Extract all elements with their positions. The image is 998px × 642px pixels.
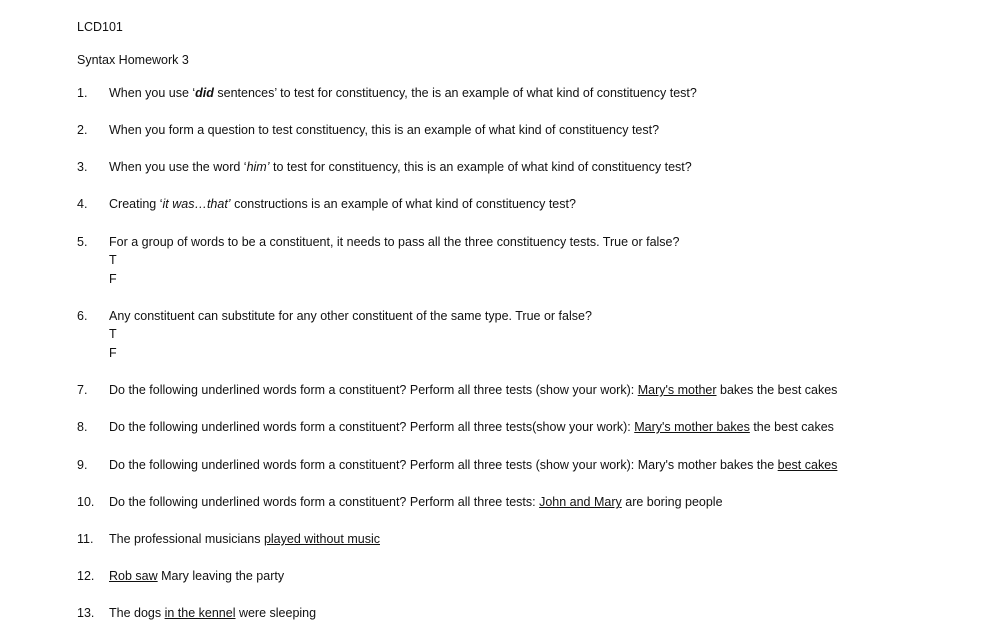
question-number: 6. xyxy=(77,309,88,323)
question-text xyxy=(109,197,576,211)
underlined-phrase: Rob saw xyxy=(109,569,158,583)
underlined-phrase: best cakes xyxy=(777,458,838,472)
option-true: T xyxy=(109,327,117,341)
question-text-pre: Do the following underlined words form a constituent? Perform all three tests(show your work): xyxy=(109,420,635,434)
question-text xyxy=(109,532,380,546)
underlined-phrase: John and Mary xyxy=(539,495,622,509)
question-text-pre: The professional musicians xyxy=(109,532,264,546)
question-number: 12. xyxy=(77,569,95,583)
question-number: 13. xyxy=(77,606,95,620)
question-number: 2. xyxy=(77,123,88,137)
question-text-pre: The dogs xyxy=(109,606,165,620)
underlined-phrase: in the kennel xyxy=(164,606,236,620)
question-text xyxy=(109,458,837,472)
option-false: F xyxy=(109,272,117,286)
question-text-pre: Do the following underlined words form a constituent? Perform all three tests: xyxy=(109,495,540,509)
question-text-pre: Do the following underlined words form a constituent? Perform all three tests (show your work): xyxy=(109,383,638,397)
question-number: 3. xyxy=(77,160,88,174)
underlined-phrase: played without music xyxy=(263,532,380,546)
emphasis-term: him’ xyxy=(246,160,270,174)
question-text-post: Mary leaving the party xyxy=(157,569,285,583)
question-text xyxy=(109,420,834,434)
option-true: T xyxy=(109,253,117,267)
question-number: 4. xyxy=(77,197,88,211)
question-text-post: the best cakes xyxy=(749,420,834,434)
question-number: 11. xyxy=(77,532,94,546)
question-text: When you form a question to test constituency, this is an example of what kind of constituency test? xyxy=(109,123,660,137)
question-number: 9. xyxy=(77,458,88,472)
question-text-post: bakes the best cakes xyxy=(716,383,838,397)
question-text xyxy=(109,86,697,100)
question-text-post: sentences’ to test for constituency, the is an example of what kind of constituency test? xyxy=(213,86,697,100)
emphasis-term: it was…that’ xyxy=(162,197,231,211)
question-text-post: to test for constituency, this is an example of what kind of constituency test? xyxy=(269,160,692,174)
question-text-post: constructions is an example of what kind of constituency test? xyxy=(230,197,576,211)
option-false: F xyxy=(109,346,117,360)
underlined-phrase: Mary's mother xyxy=(637,383,717,397)
page-title: Syntax Homework 3 xyxy=(77,53,189,67)
question-text-post: were sleeping xyxy=(235,606,317,620)
question-text xyxy=(109,383,837,397)
question-text-pre: Do the following underlined words form a constituent? Perform all three tests (show your work): Mary's mother bakes the xyxy=(109,458,778,472)
question-number: 1. xyxy=(77,86,88,100)
question-text xyxy=(109,606,316,620)
question-text: Any constituent can substitute for any other constituent of the same type. True or false? xyxy=(109,309,592,323)
question-text xyxy=(109,569,284,583)
question-text xyxy=(109,160,692,174)
question-text-pre: When you use ‘ xyxy=(109,86,196,100)
question-text xyxy=(109,495,723,509)
question-number: 7. xyxy=(77,383,88,397)
emphasis-term: did xyxy=(195,86,214,100)
question-number: 5. xyxy=(77,235,88,249)
question-text-pre: Creating ‘ xyxy=(109,197,163,211)
course-code: LCD101 xyxy=(77,20,123,34)
question-text-post: are boring people xyxy=(621,495,723,509)
question-text-pre: When you use the word ‘ xyxy=(109,160,247,174)
question-number: 8. xyxy=(77,420,88,434)
underlined-phrase: Mary's mother bakes xyxy=(634,420,750,434)
question-number: 10. xyxy=(77,495,95,509)
question-text: For a group of words to be a constituent, it needs to pass all the three constituency tests. True or false? xyxy=(109,235,680,249)
